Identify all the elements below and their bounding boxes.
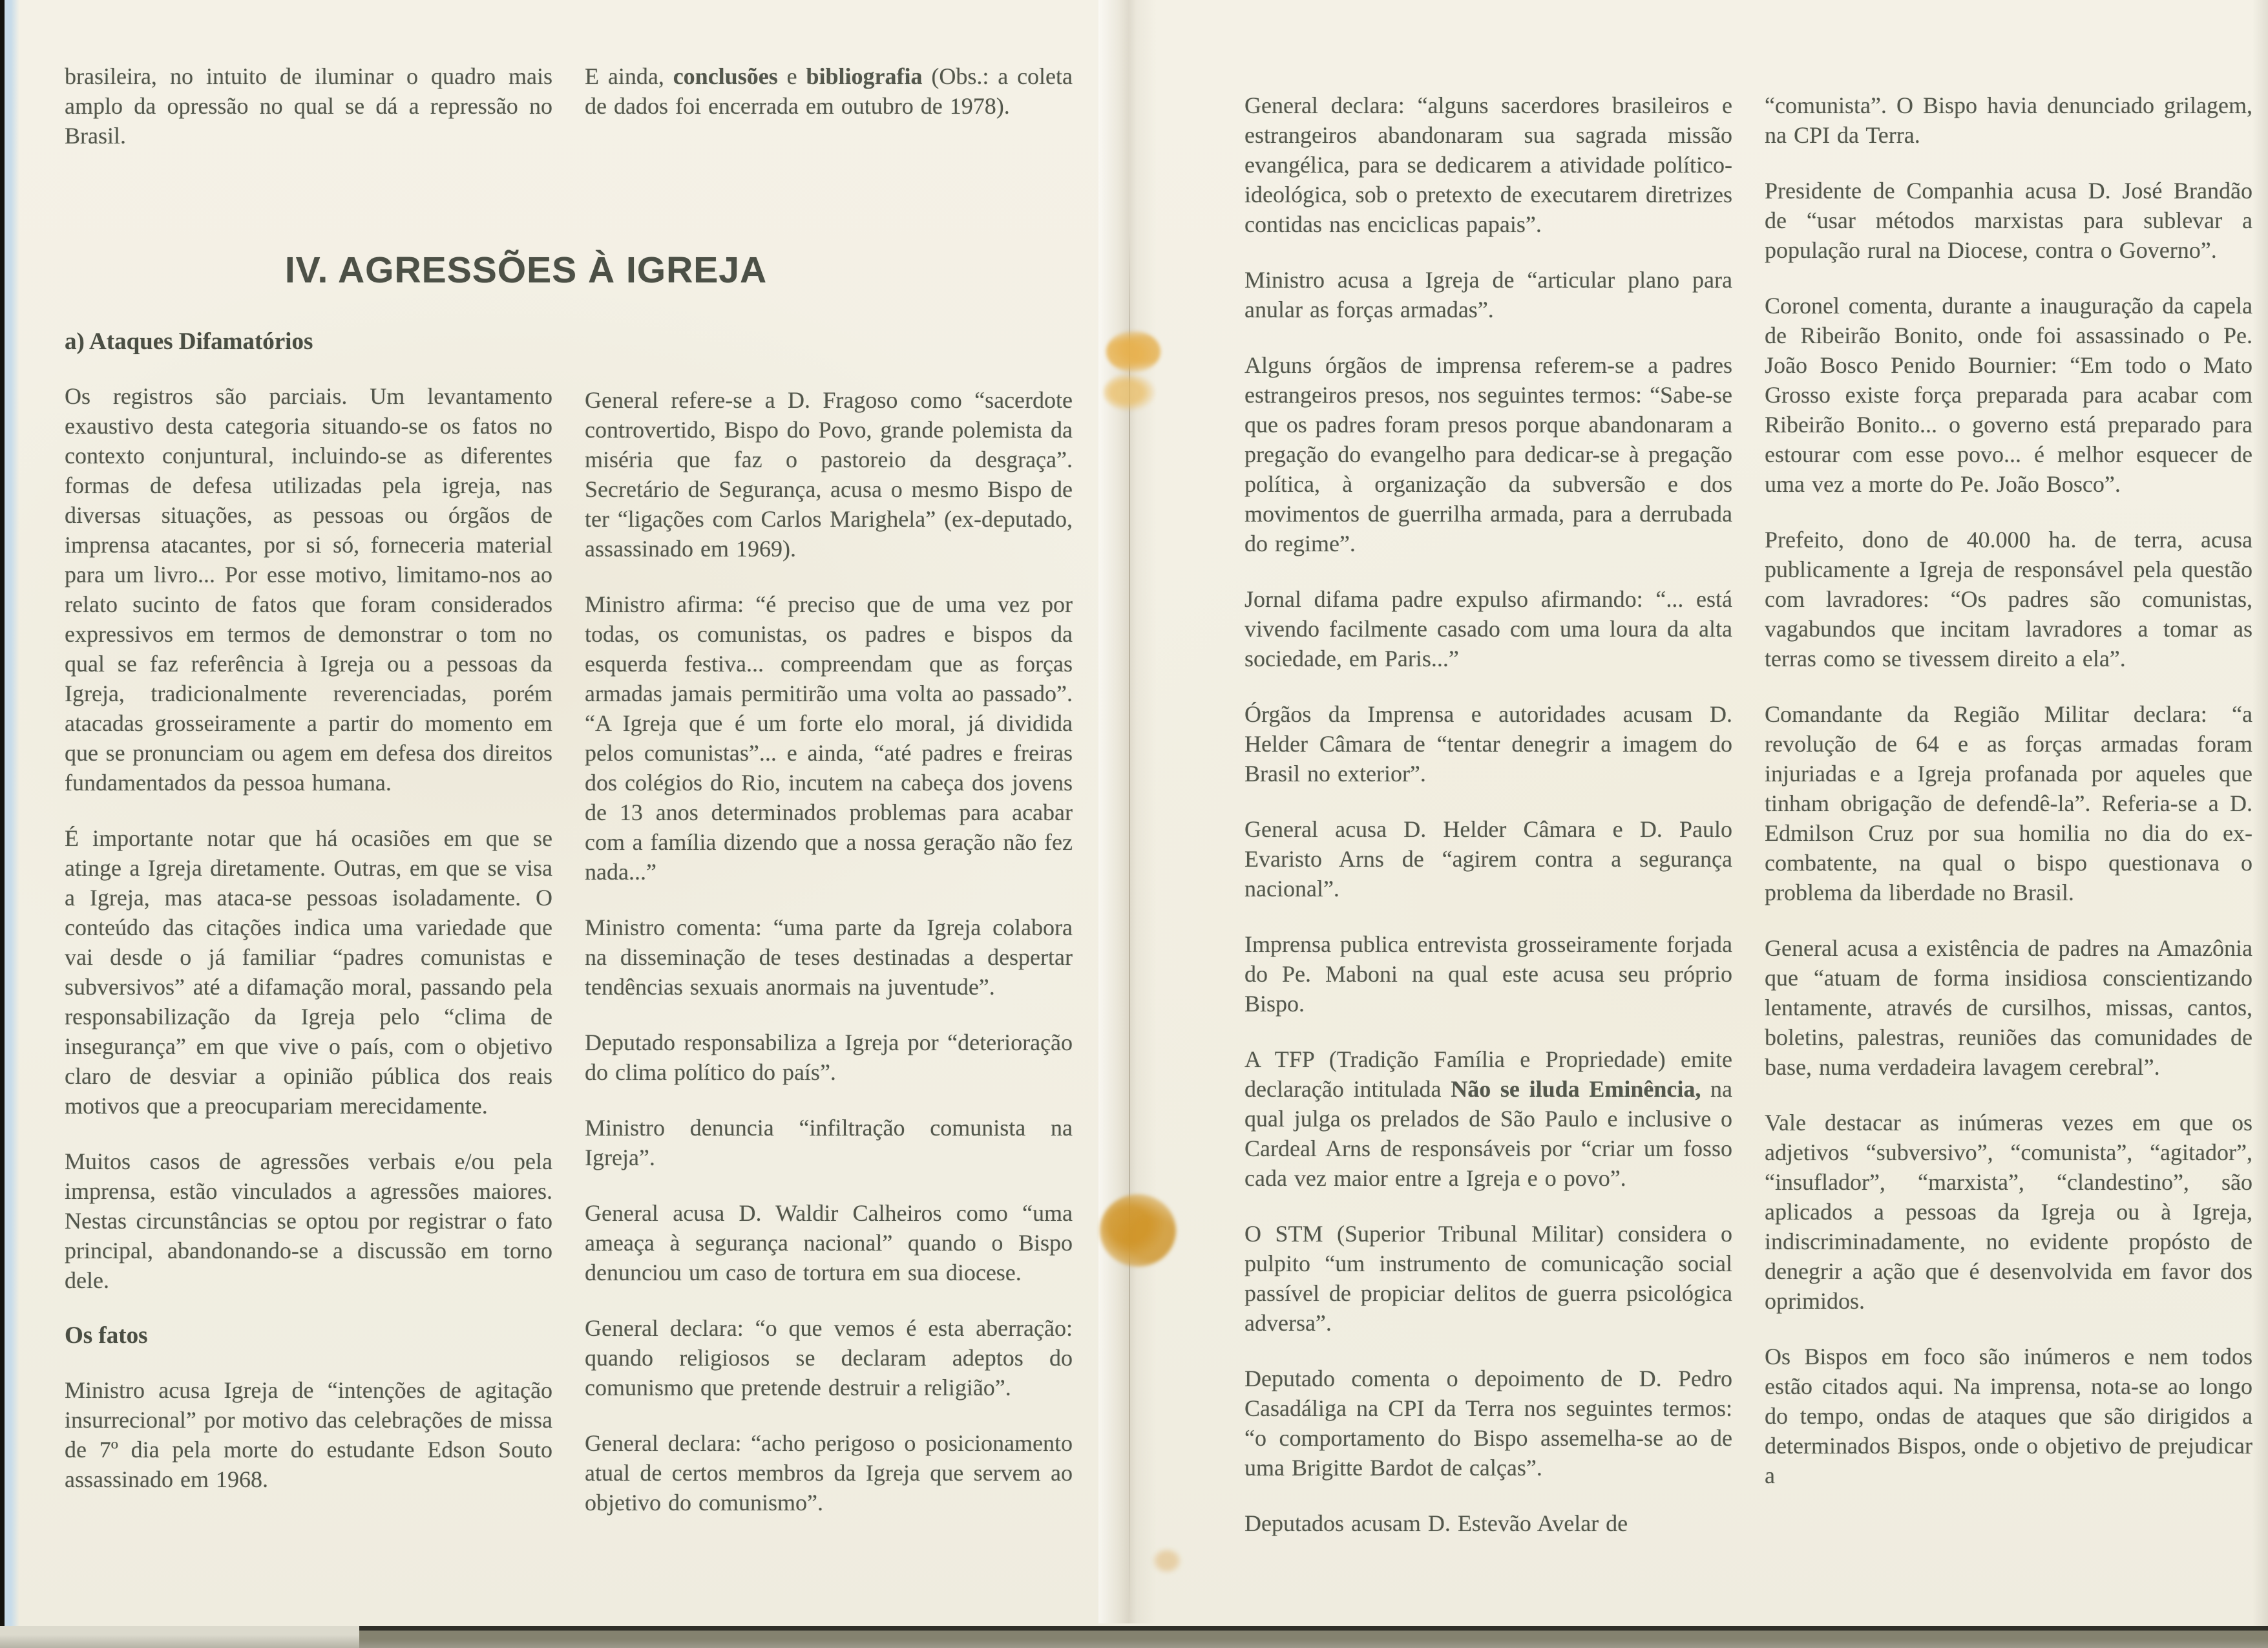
paragraph: A TFP (Tradição Família e Propriedade) emite declaração intitulada Não se iluda Eminência, na qual julga os prelados de São Paulo e inclusive o Cardeal Arns de responsáveis por “criar um fosso cada vez maior entre a Igreja e o povo”.	[1244, 1046, 1732, 1191]
paragraph: O STM (Superior Tribunal Militar) considera o pulpito “um instrumento de comunicação social passível de propiciar delitos de guerra psicológica adversa”.	[1244, 1221, 1732, 1336]
paragraph: Jornal difama padre expulso afirmando: “... está vivendo facilmente casado com uma loura da alta sociedade, em Paris...”	[1244, 586, 1732, 671]
paragraph: General acusa a existência de padres na Amazônia que “atuam de forma insidiosa conscientizando lentamente, através de cursilhos, missas, cantos, boletins, palestras, reuniões das comunidades de base, numa verdadeira lavagem cerebral”.	[1765, 935, 2252, 1080]
paragraph: General declara: “acho perigoso o posicionamento atual de certos membros da Igreja que servem ao objetivo do comunismo”.	[585, 1430, 1073, 1516]
gutter-stain-top-2	[1104, 374, 1155, 411]
right-column-2-paragraphs	[1765, 90, 2252, 1490]
right-page-columns	[1244, 90, 2256, 1564]
paragraph: E ainda, conclusões e bibliografia (Obs.: a coleta de dados foi encerrada em outubro de 1978).	[585, 63, 1073, 119]
paragraph: General declara: “alguns sacerdores brasileiros e estrangeiros abandonaram sua sagrada missão evangélica, para se dedicarem a atividade político-ideológica, sob o pretexto de executarem diretrizes contidas nas enciclicas papais”.	[1244, 92, 1732, 237]
left-col1-intro-paragraph: brasileira, no intuito de iluminar o quadro mais amplo da opressão no qual se dá a repressão no Brasil.	[65, 63, 552, 149]
paragraph: Coronel comenta, durante a inauguração da capela de Ribeirão Bonito, onde foi assassinado o Pe. João Bosco Penido Bournier: “Em todo o Mato Grosso existe força preparada para acabar com Ribeirão Bonito... o governo está preparado para estourar com esse povo... é melhor esquecer de uma vez a morte do Pe. João Bosco”.	[1765, 293, 2252, 497]
paragraph: General acusa D. Waldir Calheiros como “uma ameaça à segurança nacional” quando o Bispo denunciou um caso de tortura em sua diocese.	[585, 1200, 1073, 1285]
paragraph: Alguns órgãos de imprensa referem-se a padres estrangeiros presos, nos seguintes termos: “Sabe-se que os padres foram presos porque abandonaram a pregação do evangelho para dedicar-se à pregação política, à organização da subversão e dos movimentos de guerrilha armada, para a derrubada do regime”.	[1244, 352, 1732, 556]
paragraph: General refere-se a D. Fragoso como “sacerdote controvertido, Bispo do Povo, grande polemista da miséria que faz o pastoreio da desgraça”. Secretário de Segurança, acusa o mesmo Bispo de ter “ligações com Carlos Marighela” (ex-deputado, assassinado em 1969).	[585, 387, 1073, 562]
paragraph: Deputado comenta o depoimento de D. Pedro Casadáliga na CPI da Terra nos seguintes termos: “o comportamento do Bispo assemelha-se ao de uma Brigitte Bardot de calças”.	[1244, 1366, 1732, 1481]
scan-bottom-edge-left	[0, 1626, 359, 1648]
paragraph: Muitos casos de agressões verbais e/ou pela imprensa, estão vinculados a agressões maiores. Nestas circunstâncias se optou por registrar o fato principal, abandonando-se a discussão em torno dele.	[65, 1148, 552, 1293]
scan-right-edge-shadow	[2252, 0, 2268, 1648]
paragraph: Presidente de Companhia acusa D. José Brandão de “usar métodos marxistas para sublevar a população rural na Diocese, contra o Governo”.	[1765, 178, 2252, 263]
gutter-stain-small	[1152, 1548, 1182, 1574]
paragraph: General declara: “o que vemos é esta aberração: quando religiosos se declaram adeptos do comunismo que pretende destruir a religião”.	[585, 1315, 1073, 1400]
right-column-2	[1765, 90, 2252, 1564]
left-column-2	[585, 327, 1073, 1543]
scan-left-edge	[0, 0, 19, 1648]
left-column-1-paragraphs	[65, 381, 552, 1295]
book-gutter-fold-line	[1129, 233, 1130, 1622]
scan-bottom-edge	[0, 1618, 2268, 1648]
right-column-1-paragraphs	[1244, 90, 1732, 1538]
gutter-stain-top-1	[1106, 331, 1160, 372]
left-col2-intro-paragraph	[585, 61, 1073, 176]
paragraph: Imprensa publica entrevista grosseiramente forjada do Pe. Maboni na qual este acusa seu próprio Bispo.	[1244, 931, 1732, 1017]
right-page	[1244, 0, 2256, 1621]
subheading-ataques-difamatorios: a) Ataques Difamatórios	[65, 328, 313, 355]
scan-bottom-edge-dark	[359, 1626, 2268, 1648]
paragraph: Vale destacar as inúmeras vezes em que os adjetivos “subversivo”, “comunista”, “agitador”, “insuflador”, “marxista”, “clandestino”, são aplicados a pessoas da Igreja ou à Igreja, indiscriminadamente, no evidente propósto de denegrir a ação que é desenvolvida em favor dos oprimidos.	[1765, 1110, 2252, 1314]
paragraph: Órgãos da Imprensa e autoridades acusam D. Helder Câmara de “tentar denegrir a imagem do Brasil no exterior”.	[1244, 701, 1732, 787]
gutter-stain-large	[1100, 1194, 1176, 1267]
paragraph: Ministro denuncia “infiltração comunista na Igreja”.	[585, 1115, 1073, 1170]
paragraph: Ministro acusa Igreja de “intenções de agitação insurrecional” por motivo das celebrações de missa de 7º dia pela morte do estudante Edson Souto assassinado em 1968.	[65, 1377, 552, 1492]
left-page	[65, 0, 1073, 1621]
paragraph: Ministro afirma: “é preciso que de uma vez por todas, os comunistas, os padres e bispos da esquerda festiva... compreendam que as forças armadas jamais permitirão uma volta ao passado”. “A Igreja que é um forte elo moral, já dividida pelos comunistas”... e ainda, “até padres e freiras dos colégios do Rio, incutem na cabeça dos jovens de 13 anos determinados problemas para acabar com a família dizendo que a nossa geração não fez nada...”	[585, 591, 1073, 885]
paragraph: Comandante da Região Militar declara: “a revolução de 64 e as forças armadas foram injuriadas e a Igreja profanada por aqueles que tinham obrigação de defendê-la”. Referia-se a D. Edmilson Cruz por sua homilia no dia do ex-combatente, na qual o bispo questionava o problema da liberdade no Brasil.	[1765, 701, 2252, 905]
paragraph: É importante notar que há ocasiões em que se atinge a Igreja diretamente. Outras, em que se visa a Igreja, mas ataca-se pessoas isoladamente. O conteúdo das citações indica uma variedade que vai desde o já familiar “padres comunistas e subversivos” até a difamação moral, passando pela responsabilização da Igreja pelo “clima de insegurança” em que vive o país, com o objetivo claro de desviar a opinião pública dos reais motivos que a preocupariam merecidamente.	[65, 825, 552, 1119]
left-page-columns	[65, 327, 1073, 1543]
book-gutter-shadow	[1098, 0, 1157, 1623]
paragraph: Prefeito, dono de 40.000 ha. de terra, acusa publicamente a Igreja de responsável pela questão com lavradores: “Os padres são comunistas, vagabundos que incitam lavradores a tomar as terras como se tivessem direito a ela”.	[1765, 527, 2252, 671]
chapter-heading: IV. AGRESSÕES À IGREJA	[284, 249, 768, 291]
paragraph: Ministro comenta: “uma parte da Igreja colabora na disseminação de teses destinadas a despertar tendências sexuais anormais na juventude”.	[585, 914, 1073, 1000]
paragraph: “comunista”. O Bispo havia denunciado grilagem, na CPI da Terra.	[1765, 92, 2252, 148]
left-column-1	[65, 327, 552, 1543]
left-page-intro-row	[65, 0, 1073, 176]
paragraph: Ministro acusa a Igreja de “articular plano para anular as forças armadas”.	[1244, 267, 1732, 322]
paragraph: Deputado responsabiliza a Igreja por “deterioração do clima político do país”.	[585, 1030, 1073, 1085]
left-column-1-paragraphs-os-fatos	[65, 1375, 552, 1494]
paragraph: Deputados acusam D. Estevão Avelar de	[1244, 1510, 1628, 1536]
paragraph: Os registros são parciais. Um levantamento exaustivo desta categoria situando-se os fatos no contexto conjuntural, incluindo-se as diferentes formas de defesa utilizadas pela igreja, nas diversas situações, as pessoas ou órgãos de imprensa atacantes, por si só, forneceria material para um livro... Por esse motivo, limitamo-nos ao relato sucinto de fatos que foram considerados expressivos em termos de demonstrar o tom no qual se faz referência à Igreja ou a pessoas da Igreja, tradicionalmente reverenciadas, porém atacadas grosseiramente a partir do momento em que se pronunciam ou agem em defesa dos direitos fundamentados da pessoa humana.	[65, 383, 552, 796]
right-column-1	[1244, 90, 1732, 1564]
paragraph: General acusa D. Helder Câmara e D. Paulo Evaristo Arns de “agirem contra a segurança nacional”.	[1244, 816, 1732, 902]
paragraph: Os Bispos em foco são inúmeros e nem todos estão citados aqui. Na imprensa, nota-se ao longo do tempo, ondas de ataques que são dirigidos a determinados Bispos, onde o objetivo de prejudicar a	[1765, 1344, 2252, 1488]
subheading-os-fatos: Os fatos	[65, 1322, 148, 1349]
left-column-2-paragraphs	[585, 385, 1073, 1517]
